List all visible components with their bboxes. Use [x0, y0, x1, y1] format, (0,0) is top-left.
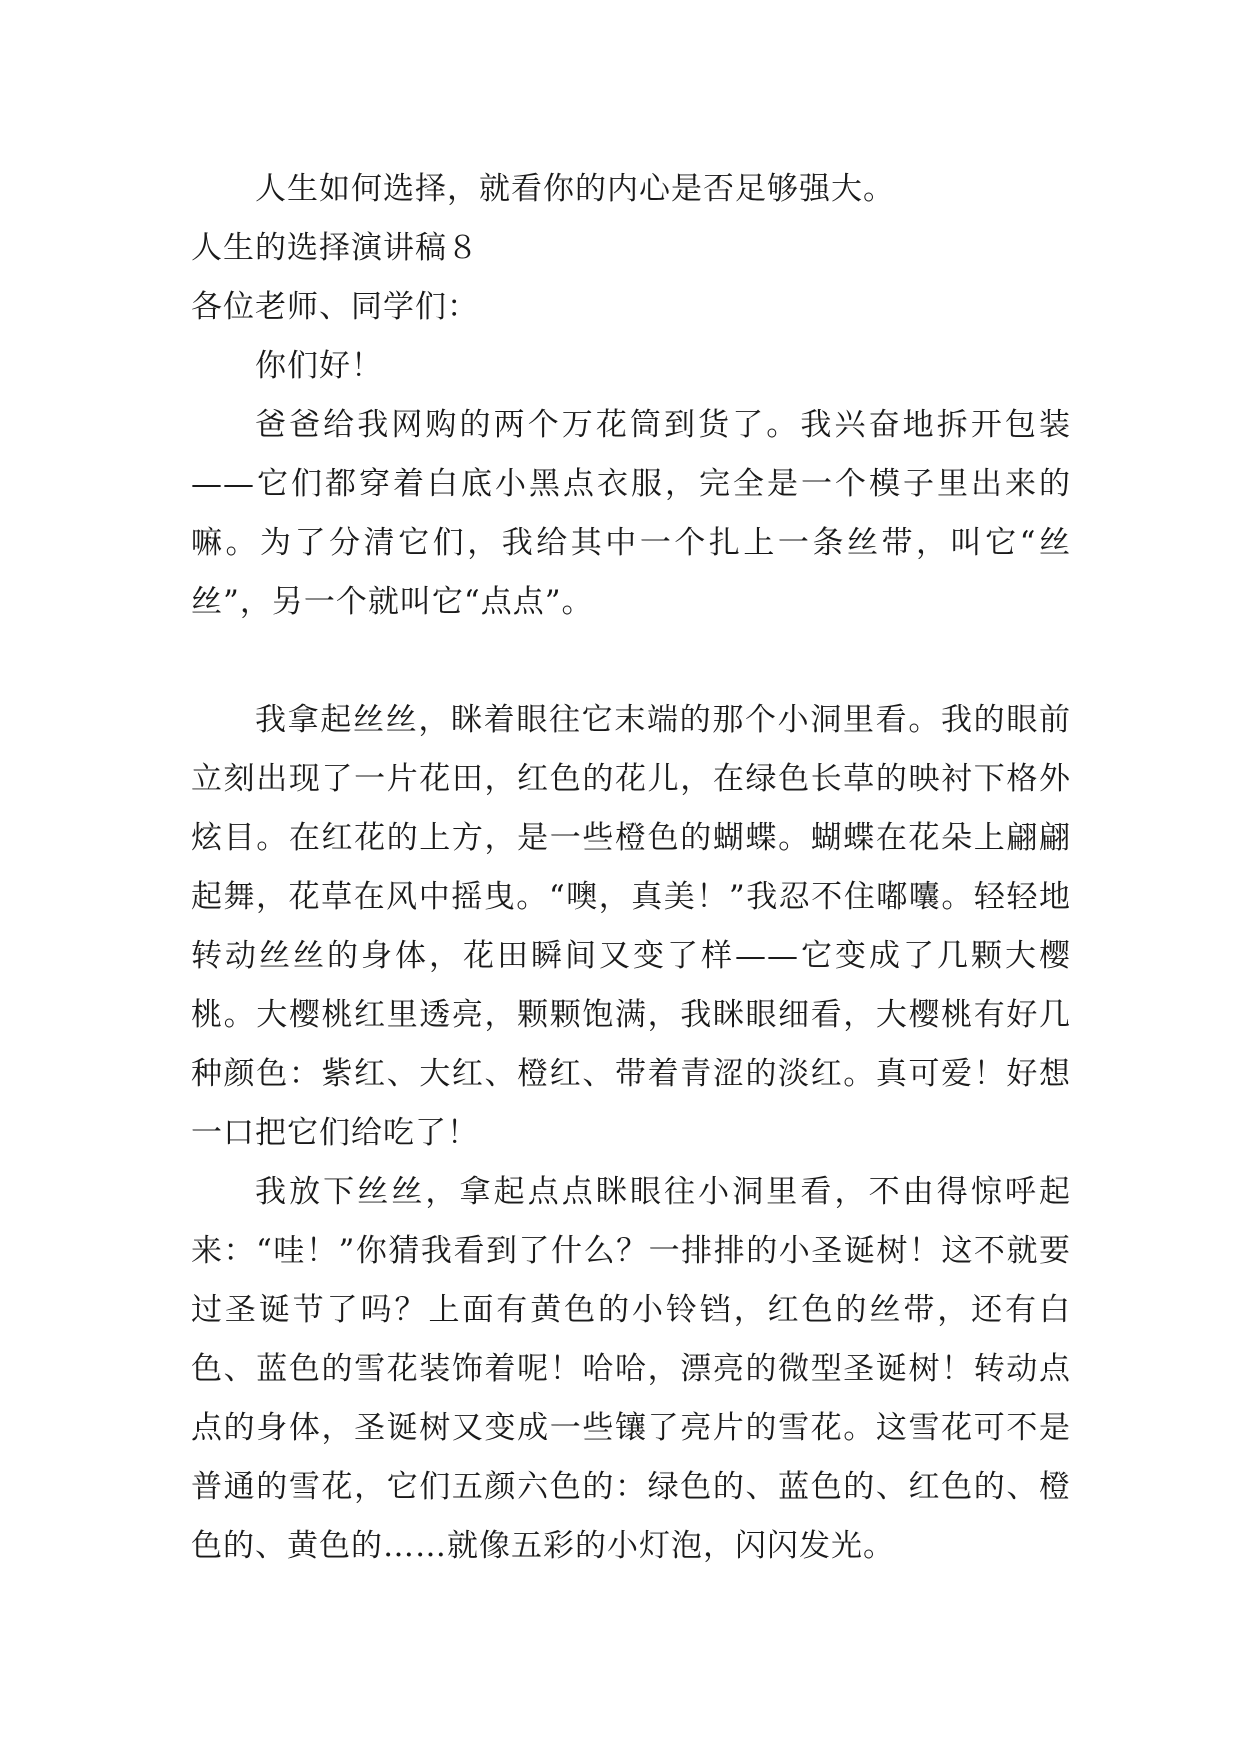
paragraph-3: 我放下丝丝，拿起点点眯眼往小洞里看，不由得惊呼起来：“哇！”你猜我看到了什么？一排排的小圣诞树！这不就要过圣诞节了吗？上面有黄色的小铃铛，红色的丝带，还有白色、蓝色的雪花装饰着呢！哈哈，漂亮的微型圣诞树！转动点点的身体，圣诞树又变成一些镶了亮片的雪花。这雪花可不是普通的雪花，它们五颜六色的：绿色的、蓝色的、红色的、橙色的、黄色的……就像五彩的小灯泡，闪闪发光。	[191, 1174, 1071, 1564]
salutation: 各位老师、同学们：	[191, 289, 479, 325]
paragraph-1: 爸爸给我网购的两个万花筒到货了。我兴奋地拆开包装——它们都穿着白底小黑点衣服，完全是一个模子里出来的嘛。为了分清它们，我给其中一个扎上一条丝带，叫它“丝丝”，另一个就叫它“点点”。	[191, 407, 1071, 620]
greeting: 你们好！	[255, 348, 383, 384]
speech-heading: 人生的选择演讲稿８	[191, 230, 479, 266]
paragraph-spacer	[191, 632, 1071, 691]
document-body	[191, 160, 1071, 1576]
intro-line: 人生如何选择，就看你的内心是否足够强大。	[255, 171, 895, 207]
paragraph-2: 我拿起丝丝，眯着眼往它末端的那个小洞里看。我的眼前立刻出现了一片花田，红色的花儿，在绿色长草的映衬下格外炫目。在红花的上方，是一些橙色的蝴蝶。蝴蝶在花朵上翩翩起舞，花草在风中摇曳。“噢，真美！”我忍不住嘟囔。轻轻地转动丝丝的身体，花田瞬间又变了样——它变成了几颗大樱桃。大樱桃红里透亮，颗颗饱满，我眯眼细看，大樱桃有好几种颜色：紫红、大红、橙红、带着青涩的淡红。真可爱！好想一口把它们给吃了！	[191, 702, 1071, 1151]
